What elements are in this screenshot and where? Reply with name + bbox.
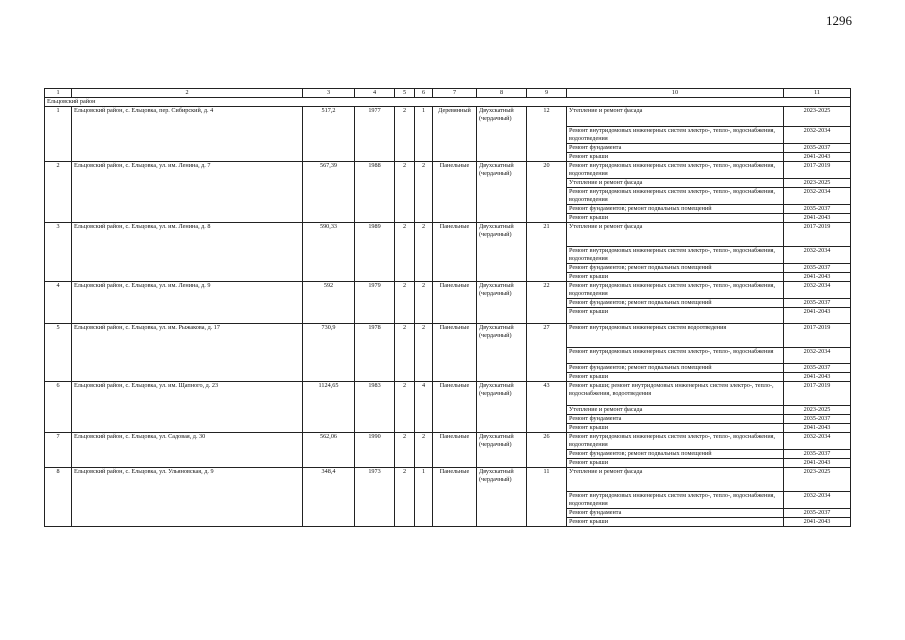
district-row <box>45 98 851 107</box>
work-period: 2041-2043 <box>784 273 851 282</box>
house-number: 1 <box>45 107 72 162</box>
house-address: Ельцовский район, с. Ельцовка, ул. Садовая, д. 30 <box>72 433 303 468</box>
build-year: 1979 <box>355 282 395 324</box>
work-period: 2035-2037 <box>784 509 851 518</box>
work-period: 2041-2043 <box>784 214 851 223</box>
entrances-count: 1 <box>415 468 433 527</box>
house-number: 2 <box>45 162 72 223</box>
work-period: 2032-2034 <box>784 282 851 299</box>
house-area: 730,9 <box>303 324 355 382</box>
table-row <box>45 282 851 299</box>
column-number: 3 <box>303 89 355 98</box>
apartments-count: 22 <box>527 282 567 324</box>
work-period: 2041-2043 <box>784 459 851 468</box>
table-row <box>45 433 851 450</box>
work-name: Ремонт крыши; ремонт внутридомовых инженерных систем электро-, тепло-, водоснабжения, водоотведения <box>567 382 784 406</box>
column-number: 9 <box>527 89 567 98</box>
house-number: 6 <box>45 382 72 433</box>
repair-program-table <box>44 88 851 527</box>
work-name: Ремонт внутридомовых инженерных систем электро-, тепло-, водоснабжения, водоотведения <box>567 282 784 299</box>
house-address: Ельцовский район, с. Ельцовка, ул. им. Рыжакова, д. 17 <box>72 324 303 382</box>
build-year: 1973 <box>355 468 395 527</box>
work-period: 2035-2037 <box>784 415 851 424</box>
work-name: Ремонт фундамента <box>567 144 784 153</box>
roof-type: Двухскатный (чердачный) <box>477 382 527 433</box>
work-period: 2023-2025 <box>784 179 851 188</box>
build-year: 1977 <box>355 107 395 162</box>
build-year: 1988 <box>355 162 395 223</box>
floors-count: 2 <box>395 382 415 433</box>
work-name: Ремонт фундаментов; ремонт подвальных помещений <box>567 205 784 214</box>
work-period: 2035-2037 <box>784 144 851 153</box>
work-period: 2041-2043 <box>784 153 851 162</box>
apartments-count: 26 <box>527 433 567 468</box>
work-period: 2041-2043 <box>784 424 851 433</box>
column-number: 11 <box>784 89 851 98</box>
work-name: Ремонт крыши <box>567 373 784 382</box>
roof-type: Двухскатный (чердачный) <box>477 468 527 527</box>
house-address: Ельцовский район, с. Ельцовка, пер. Сибирский, д. 4 <box>72 107 303 162</box>
work-period: 2035-2037 <box>784 264 851 273</box>
floors-count: 2 <box>395 223 415 282</box>
work-name: Утепление и ремонт фасада <box>567 107 784 127</box>
work-name: Утепление и ремонт фасада <box>567 468 784 492</box>
work-name: Ремонт фундаментов; ремонт подвальных помещений <box>567 264 784 273</box>
house-address: Ельцовский район, с. Ельцовка, ул. им. Ленина, д. 7 <box>72 162 303 223</box>
work-period: 2017-2019 <box>784 162 851 179</box>
house-area: 592 <box>303 282 355 324</box>
work-period: 2023-2025 <box>784 406 851 415</box>
work-period: 2041-2043 <box>784 518 851 527</box>
table-row <box>45 162 851 179</box>
house-number: 5 <box>45 324 72 382</box>
entrances-count: 2 <box>415 324 433 382</box>
roof-type: Двухскатный (чердачный) <box>477 324 527 382</box>
page-number: 1296 <box>826 13 852 28</box>
work-name: Ремонт внутридомовых инженерных систем электро-, тепло-, водоснабжения, водоотведения <box>567 162 784 179</box>
work-name: Ремонт крыши <box>567 273 784 282</box>
build-year: 1983 <box>355 382 395 433</box>
work-period: 2032-2034 <box>784 188 851 205</box>
floors-count: 2 <box>395 162 415 223</box>
work-period: 2035-2037 <box>784 205 851 214</box>
work-name: Ремонт крыши <box>567 459 784 468</box>
work-period: 2041-2043 <box>784 373 851 382</box>
table-row <box>45 324 851 348</box>
work-period: 2035-2037 <box>784 299 851 308</box>
work-name: Утепление и ремонт фасада <box>567 179 784 188</box>
floors-count: 2 <box>395 433 415 468</box>
house-area: 567,39 <box>303 162 355 223</box>
work-name: Ремонт фундаментов; ремонт подвальных помещений <box>567 299 784 308</box>
work-name: Ремонт внутридомовых инженерных систем водоотведения <box>567 324 784 348</box>
entrances-count: 2 <box>415 433 433 468</box>
wall-material: Панельные <box>433 382 477 433</box>
work-name: Ремонт крыши <box>567 518 784 527</box>
wall-material: Панельные <box>433 468 477 527</box>
work-name: Ремонт внутридомовых инженерных систем электро-, тепло-, водоснабжения, водоотведения <box>567 492 784 509</box>
work-name: Ремонт внутридомовых инженерных систем электро-, тепло-, водоснабжения <box>567 348 784 364</box>
work-period: 2023-2025 <box>784 468 851 492</box>
table-row <box>45 223 851 247</box>
wall-material: Панельные <box>433 223 477 282</box>
entrances-count: 1 <box>415 107 433 162</box>
floors-count: 2 <box>395 468 415 527</box>
work-name: Ремонт внутридомовых инженерных систем электро-, тепло-, водоснабжения, водоотведения <box>567 188 784 205</box>
work-period: 2032-2034 <box>784 348 851 364</box>
wall-material: Панельные <box>433 433 477 468</box>
build-year: 1978 <box>355 324 395 382</box>
floors-count: 2 <box>395 107 415 162</box>
column-number: 5 <box>395 89 415 98</box>
roof-type: Двухскатный (чердачный) <box>477 282 527 324</box>
work-name: Ремонт фундаментов; ремонт подвальных помещений <box>567 364 784 373</box>
house-area: 590,33 <box>303 223 355 282</box>
table-row <box>45 468 851 492</box>
work-period: 2035-2037 <box>784 364 851 373</box>
work-name: Ремонт внутридомовых инженерных систем электро-, тепло-, водоснабжения, водоотведения <box>567 433 784 450</box>
work-name: Ремонт внутридомовых инженерных систем электро-, тепло-, водоснабжения, водоотведения <box>567 247 784 264</box>
work-name: Утепление и ремонт фасада <box>567 406 784 415</box>
work-period: 2041-2043 <box>784 308 851 324</box>
work-period: 2023-2025 <box>784 107 851 127</box>
roof-type: Двухскатный (чердачный) <box>477 223 527 282</box>
table-row <box>45 107 851 127</box>
work-period: 2032-2034 <box>784 247 851 264</box>
work-period: 2032-2034 <box>784 127 851 144</box>
work-name: Ремонт фундамента <box>567 509 784 518</box>
work-period: 2017-2019 <box>784 324 851 348</box>
entrances-count: 2 <box>415 162 433 223</box>
district-name: Ельцовский район <box>45 98 851 107</box>
column-number: 10 <box>567 89 784 98</box>
work-period: 2017-2019 <box>784 382 851 406</box>
column-number: 6 <box>415 89 433 98</box>
column-number: 4 <box>355 89 395 98</box>
wall-material: Панельные <box>433 162 477 223</box>
house-area: 517,2 <box>303 107 355 162</box>
work-name: Ремонт фундаментов; ремонт подвальных помещений <box>567 450 784 459</box>
table-row <box>45 382 851 406</box>
house-address: Ельцовский район, с. Ельцовка, ул. им. Ленина, д. 9 <box>72 282 303 324</box>
house-address: Ельцовский район, с. Ельцовка, ул. им. Щапного, д. 23 <box>72 382 303 433</box>
apartments-count: 27 <box>527 324 567 382</box>
house-number: 7 <box>45 433 72 468</box>
work-name: Ремонт крыши <box>567 308 784 324</box>
wall-material: Панельные <box>433 282 477 324</box>
work-name: Ремонт фундамента <box>567 415 784 424</box>
apartments-count: 12 <box>527 107 567 162</box>
entrances-count: 2 <box>415 282 433 324</box>
work-name: Ремонт внутридомовых инженерных систем электро-, тепло-, водоснабжения, водоотведения <box>567 127 784 144</box>
entrances-count: 2 <box>415 223 433 282</box>
house-address: Ельцовский район, с. Ельцовка, ул. Ульяновская, д. 9 <box>72 468 303 527</box>
house-number: 3 <box>45 223 72 282</box>
build-year: 1990 <box>355 433 395 468</box>
work-period: 2035-2037 <box>784 450 851 459</box>
house-number: 8 <box>45 468 72 527</box>
roof-type: Двухскатный (чердачный) <box>477 107 527 162</box>
column-number: 1 <box>45 89 72 98</box>
work-name: Ремонт крыши <box>567 214 784 223</box>
house-address: Ельцовский район, с. Ельцовка, ул. им. Ленина, д. 8 <box>72 223 303 282</box>
house-number: 4 <box>45 282 72 324</box>
build-year: 1989 <box>355 223 395 282</box>
work-name: Ремонт крыши <box>567 424 784 433</box>
floors-count: 2 <box>395 324 415 382</box>
roof-type: Двухскатный (чердачный) <box>477 433 527 468</box>
wall-material: Деревянный <box>433 107 477 162</box>
work-name: Утепление и ремонт фасада <box>567 223 784 247</box>
house-area: 1124,65 <box>303 382 355 433</box>
column-number: 7 <box>433 89 477 98</box>
apartments-count: 11 <box>527 468 567 527</box>
work-period: 2032-2034 <box>784 492 851 509</box>
house-area: 348,4 <box>303 468 355 527</box>
apartments-count: 21 <box>527 223 567 282</box>
table-body <box>45 89 851 527</box>
roof-type: Двухскатный (чердачный) <box>477 162 527 223</box>
column-number: 8 <box>477 89 527 98</box>
entrances-count: 4 <box>415 382 433 433</box>
floors-count: 2 <box>395 282 415 324</box>
work-name: Ремонт крыши <box>567 153 784 162</box>
column-number: 2 <box>72 89 303 98</box>
apartments-count: 20 <box>527 162 567 223</box>
house-area: 562,06 <box>303 433 355 468</box>
work-period: 2017-2019 <box>784 223 851 247</box>
wall-material: Панельные <box>433 324 477 382</box>
work-period: 2032-2034 <box>784 433 851 450</box>
column-number-row <box>45 89 851 98</box>
apartments-count: 43 <box>527 382 567 433</box>
